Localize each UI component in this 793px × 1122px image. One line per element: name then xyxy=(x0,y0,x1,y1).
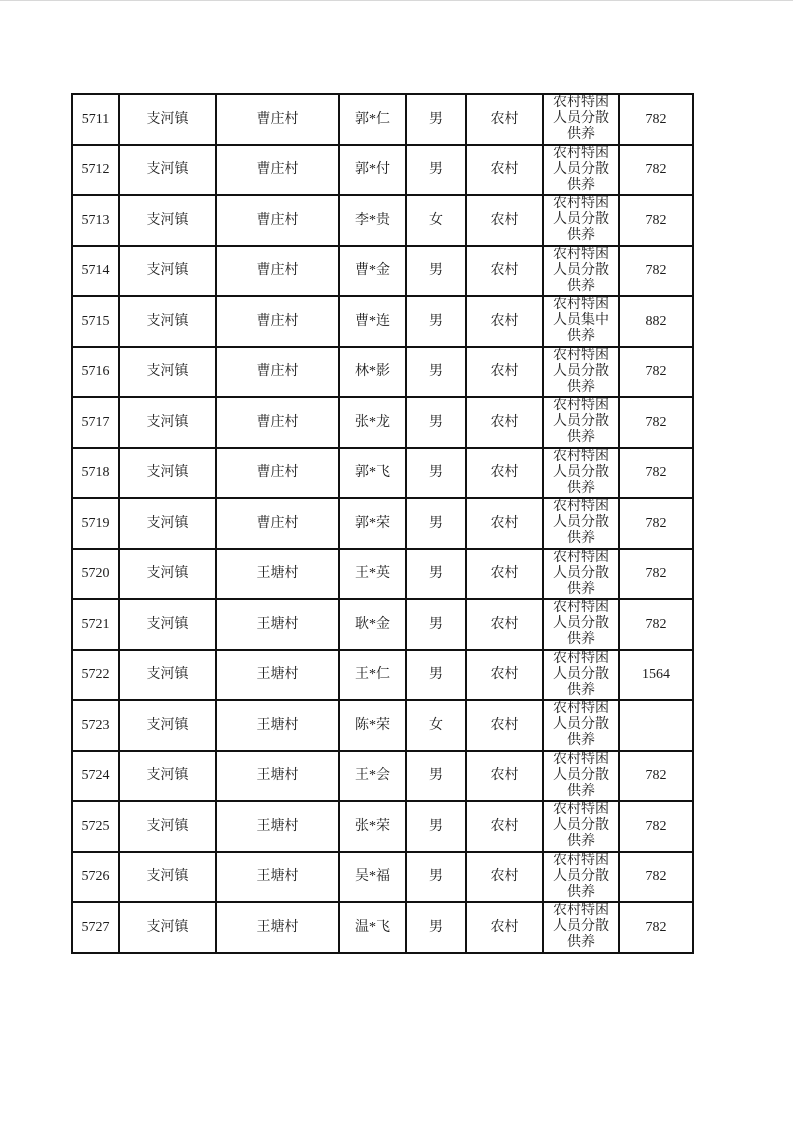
cell-support-type: 农村特困人员分散供养 xyxy=(543,397,619,448)
cell-town: 支河镇 xyxy=(119,246,216,297)
table-body xyxy=(72,94,693,953)
records-table xyxy=(71,93,694,954)
cell-person-name: 林*影 xyxy=(339,347,406,398)
cell-village: 曹庄村 xyxy=(216,94,339,145)
cell-person-name: 吴*福 xyxy=(339,852,406,903)
cell-subsidy-amount: 782 xyxy=(619,902,693,953)
cell-residence-type: 农村 xyxy=(466,347,543,398)
cell-residence-type: 农村 xyxy=(466,650,543,701)
cell-gender: 男 xyxy=(406,94,466,145)
cell-village: 曹庄村 xyxy=(216,347,339,398)
cell-subsidy-amount: 782 xyxy=(619,801,693,852)
cell-seq: 5714 xyxy=(72,246,119,297)
cell-town: 支河镇 xyxy=(119,145,216,196)
cell-subsidy-amount: 782 xyxy=(619,498,693,549)
cell-gender: 女 xyxy=(406,195,466,246)
cell-seq: 5718 xyxy=(72,448,119,499)
cell-town: 支河镇 xyxy=(119,801,216,852)
cell-village: 王塘村 xyxy=(216,650,339,701)
cell-support-type: 农村特困人员集中供养 xyxy=(543,296,619,347)
cell-village: 曹庄村 xyxy=(216,296,339,347)
table-row xyxy=(72,902,693,953)
cell-seq: 5719 xyxy=(72,498,119,549)
cell-seq: 5722 xyxy=(72,650,119,701)
cell-support-type: 农村特困人员分散供养 xyxy=(543,94,619,145)
cell-support-type: 农村特困人员分散供养 xyxy=(543,700,619,751)
cell-seq: 5720 xyxy=(72,549,119,600)
cell-residence-type: 农村 xyxy=(466,296,543,347)
cell-residence-type: 农村 xyxy=(466,145,543,196)
cell-support-type: 农村特困人员分散供养 xyxy=(543,448,619,499)
cell-subsidy-amount xyxy=(619,700,693,751)
table-row xyxy=(72,700,693,751)
cell-support-type: 农村特困人员分散供养 xyxy=(543,751,619,802)
cell-residence-type: 农村 xyxy=(466,498,543,549)
table-row xyxy=(72,650,693,701)
cell-village: 王塘村 xyxy=(216,700,339,751)
cell-person-name: 张*荣 xyxy=(339,801,406,852)
cell-seq: 5711 xyxy=(72,94,119,145)
cell-person-name: 郭*付 xyxy=(339,145,406,196)
cell-town: 支河镇 xyxy=(119,296,216,347)
cell-seq: 5727 xyxy=(72,902,119,953)
cell-subsidy-amount: 782 xyxy=(619,397,693,448)
cell-gender: 男 xyxy=(406,902,466,953)
cell-village: 曹庄村 xyxy=(216,246,339,297)
cell-residence-type: 农村 xyxy=(466,246,543,297)
cell-residence-type: 农村 xyxy=(466,448,543,499)
cell-seq: 5712 xyxy=(72,145,119,196)
cell-subsidy-amount: 1564 xyxy=(619,650,693,701)
cell-town: 支河镇 xyxy=(119,498,216,549)
cell-seq: 5716 xyxy=(72,347,119,398)
cell-person-name: 王*英 xyxy=(339,549,406,600)
cell-subsidy-amount: 782 xyxy=(619,246,693,297)
table-row xyxy=(72,852,693,903)
cell-support-type: 农村特困人员分散供养 xyxy=(543,852,619,903)
cell-subsidy-amount: 782 xyxy=(619,195,693,246)
cell-village: 曹庄村 xyxy=(216,448,339,499)
cell-support-type: 农村特困人员分散供养 xyxy=(543,599,619,650)
cell-seq: 5723 xyxy=(72,700,119,751)
cell-person-name: 曹*连 xyxy=(339,296,406,347)
table-row xyxy=(72,145,693,196)
page-edge xyxy=(0,0,793,1)
cell-gender: 男 xyxy=(406,650,466,701)
cell-gender: 男 xyxy=(406,296,466,347)
cell-subsidy-amount: 782 xyxy=(619,599,693,650)
cell-person-name: 耿*金 xyxy=(339,599,406,650)
cell-residence-type: 农村 xyxy=(466,902,543,953)
cell-residence-type: 农村 xyxy=(466,852,543,903)
cell-person-name: 李*贵 xyxy=(339,195,406,246)
cell-person-name: 郭*飞 xyxy=(339,448,406,499)
cell-subsidy-amount: 882 xyxy=(619,296,693,347)
cell-residence-type: 农村 xyxy=(466,195,543,246)
cell-support-type: 农村特困人员分散供养 xyxy=(543,902,619,953)
cell-seq: 5717 xyxy=(72,397,119,448)
table-row xyxy=(72,94,693,145)
cell-subsidy-amount: 782 xyxy=(619,347,693,398)
cell-town: 支河镇 xyxy=(119,448,216,499)
cell-residence-type: 农村 xyxy=(466,397,543,448)
table-row xyxy=(72,246,693,297)
cell-support-type: 农村特困人员分散供养 xyxy=(543,650,619,701)
cell-residence-type: 农村 xyxy=(466,549,543,600)
cell-person-name: 温*飞 xyxy=(339,902,406,953)
cell-village: 王塘村 xyxy=(216,751,339,802)
cell-residence-type: 农村 xyxy=(466,94,543,145)
cell-town: 支河镇 xyxy=(119,549,216,600)
cell-town: 支河镇 xyxy=(119,347,216,398)
cell-residence-type: 农村 xyxy=(466,751,543,802)
cell-subsidy-amount: 782 xyxy=(619,852,693,903)
cell-support-type: 农村特困人员分散供养 xyxy=(543,195,619,246)
table-row xyxy=(72,195,693,246)
cell-subsidy-amount: 782 xyxy=(619,751,693,802)
cell-gender: 男 xyxy=(406,448,466,499)
cell-village: 王塘村 xyxy=(216,549,339,600)
cell-village: 曹庄村 xyxy=(216,397,339,448)
cell-person-name: 曹*金 xyxy=(339,246,406,297)
cell-gender: 男 xyxy=(406,347,466,398)
cell-person-name: 王*仁 xyxy=(339,650,406,701)
cell-support-type: 农村特困人员分散供养 xyxy=(543,347,619,398)
cell-gender: 男 xyxy=(406,599,466,650)
table-row xyxy=(72,498,693,549)
cell-gender: 男 xyxy=(406,751,466,802)
cell-seq: 5721 xyxy=(72,599,119,650)
cell-town: 支河镇 xyxy=(119,397,216,448)
cell-person-name: 张*龙 xyxy=(339,397,406,448)
cell-village: 曹庄村 xyxy=(216,195,339,246)
cell-seq: 5725 xyxy=(72,801,119,852)
cell-subsidy-amount: 782 xyxy=(619,94,693,145)
cell-person-name: 郭*仁 xyxy=(339,94,406,145)
cell-residence-type: 农村 xyxy=(466,700,543,751)
cell-residence-type: 农村 xyxy=(466,599,543,650)
cell-person-name: 郭*荣 xyxy=(339,498,406,549)
cell-person-name: 陈*荣 xyxy=(339,700,406,751)
cell-village: 王塘村 xyxy=(216,599,339,650)
cell-town: 支河镇 xyxy=(119,700,216,751)
cell-gender: 女 xyxy=(406,700,466,751)
cell-residence-type: 农村 xyxy=(466,801,543,852)
cell-support-type: 农村特困人员分散供养 xyxy=(543,498,619,549)
table-row xyxy=(72,296,693,347)
cell-seq: 5726 xyxy=(72,852,119,903)
cell-support-type: 农村特困人员分散供养 xyxy=(543,246,619,297)
cell-town: 支河镇 xyxy=(119,94,216,145)
cell-town: 支河镇 xyxy=(119,650,216,701)
table-row xyxy=(72,599,693,650)
cell-support-type: 农村特困人员分散供养 xyxy=(543,145,619,196)
cell-support-type: 农村特困人员分散供养 xyxy=(543,549,619,600)
cell-village: 王塘村 xyxy=(216,902,339,953)
cell-town: 支河镇 xyxy=(119,599,216,650)
cell-village: 王塘村 xyxy=(216,852,339,903)
cell-town: 支河镇 xyxy=(119,751,216,802)
cell-subsidy-amount: 782 xyxy=(619,145,693,196)
cell-subsidy-amount: 782 xyxy=(619,549,693,600)
cell-town: 支河镇 xyxy=(119,852,216,903)
cell-village: 曹庄村 xyxy=(216,498,339,549)
table-row xyxy=(72,801,693,852)
cell-gender: 男 xyxy=(406,852,466,903)
cell-gender: 男 xyxy=(406,246,466,297)
cell-gender: 男 xyxy=(406,801,466,852)
table-row xyxy=(72,347,693,398)
cell-seq: 5713 xyxy=(72,195,119,246)
cell-seq: 5724 xyxy=(72,751,119,802)
cell-support-type: 农村特困人员分散供养 xyxy=(543,801,619,852)
table-row xyxy=(72,448,693,499)
cell-gender: 男 xyxy=(406,397,466,448)
cell-subsidy-amount: 782 xyxy=(619,448,693,499)
cell-village: 王塘村 xyxy=(216,801,339,852)
table-row xyxy=(72,397,693,448)
cell-town: 支河镇 xyxy=(119,902,216,953)
table-row xyxy=(72,549,693,600)
cell-gender: 男 xyxy=(406,549,466,600)
cell-seq: 5715 xyxy=(72,296,119,347)
cell-person-name: 王*会 xyxy=(339,751,406,802)
cell-village: 曹庄村 xyxy=(216,145,339,196)
table-row xyxy=(72,751,693,802)
cell-town: 支河镇 xyxy=(119,195,216,246)
cell-gender: 男 xyxy=(406,145,466,196)
cell-gender: 男 xyxy=(406,498,466,549)
